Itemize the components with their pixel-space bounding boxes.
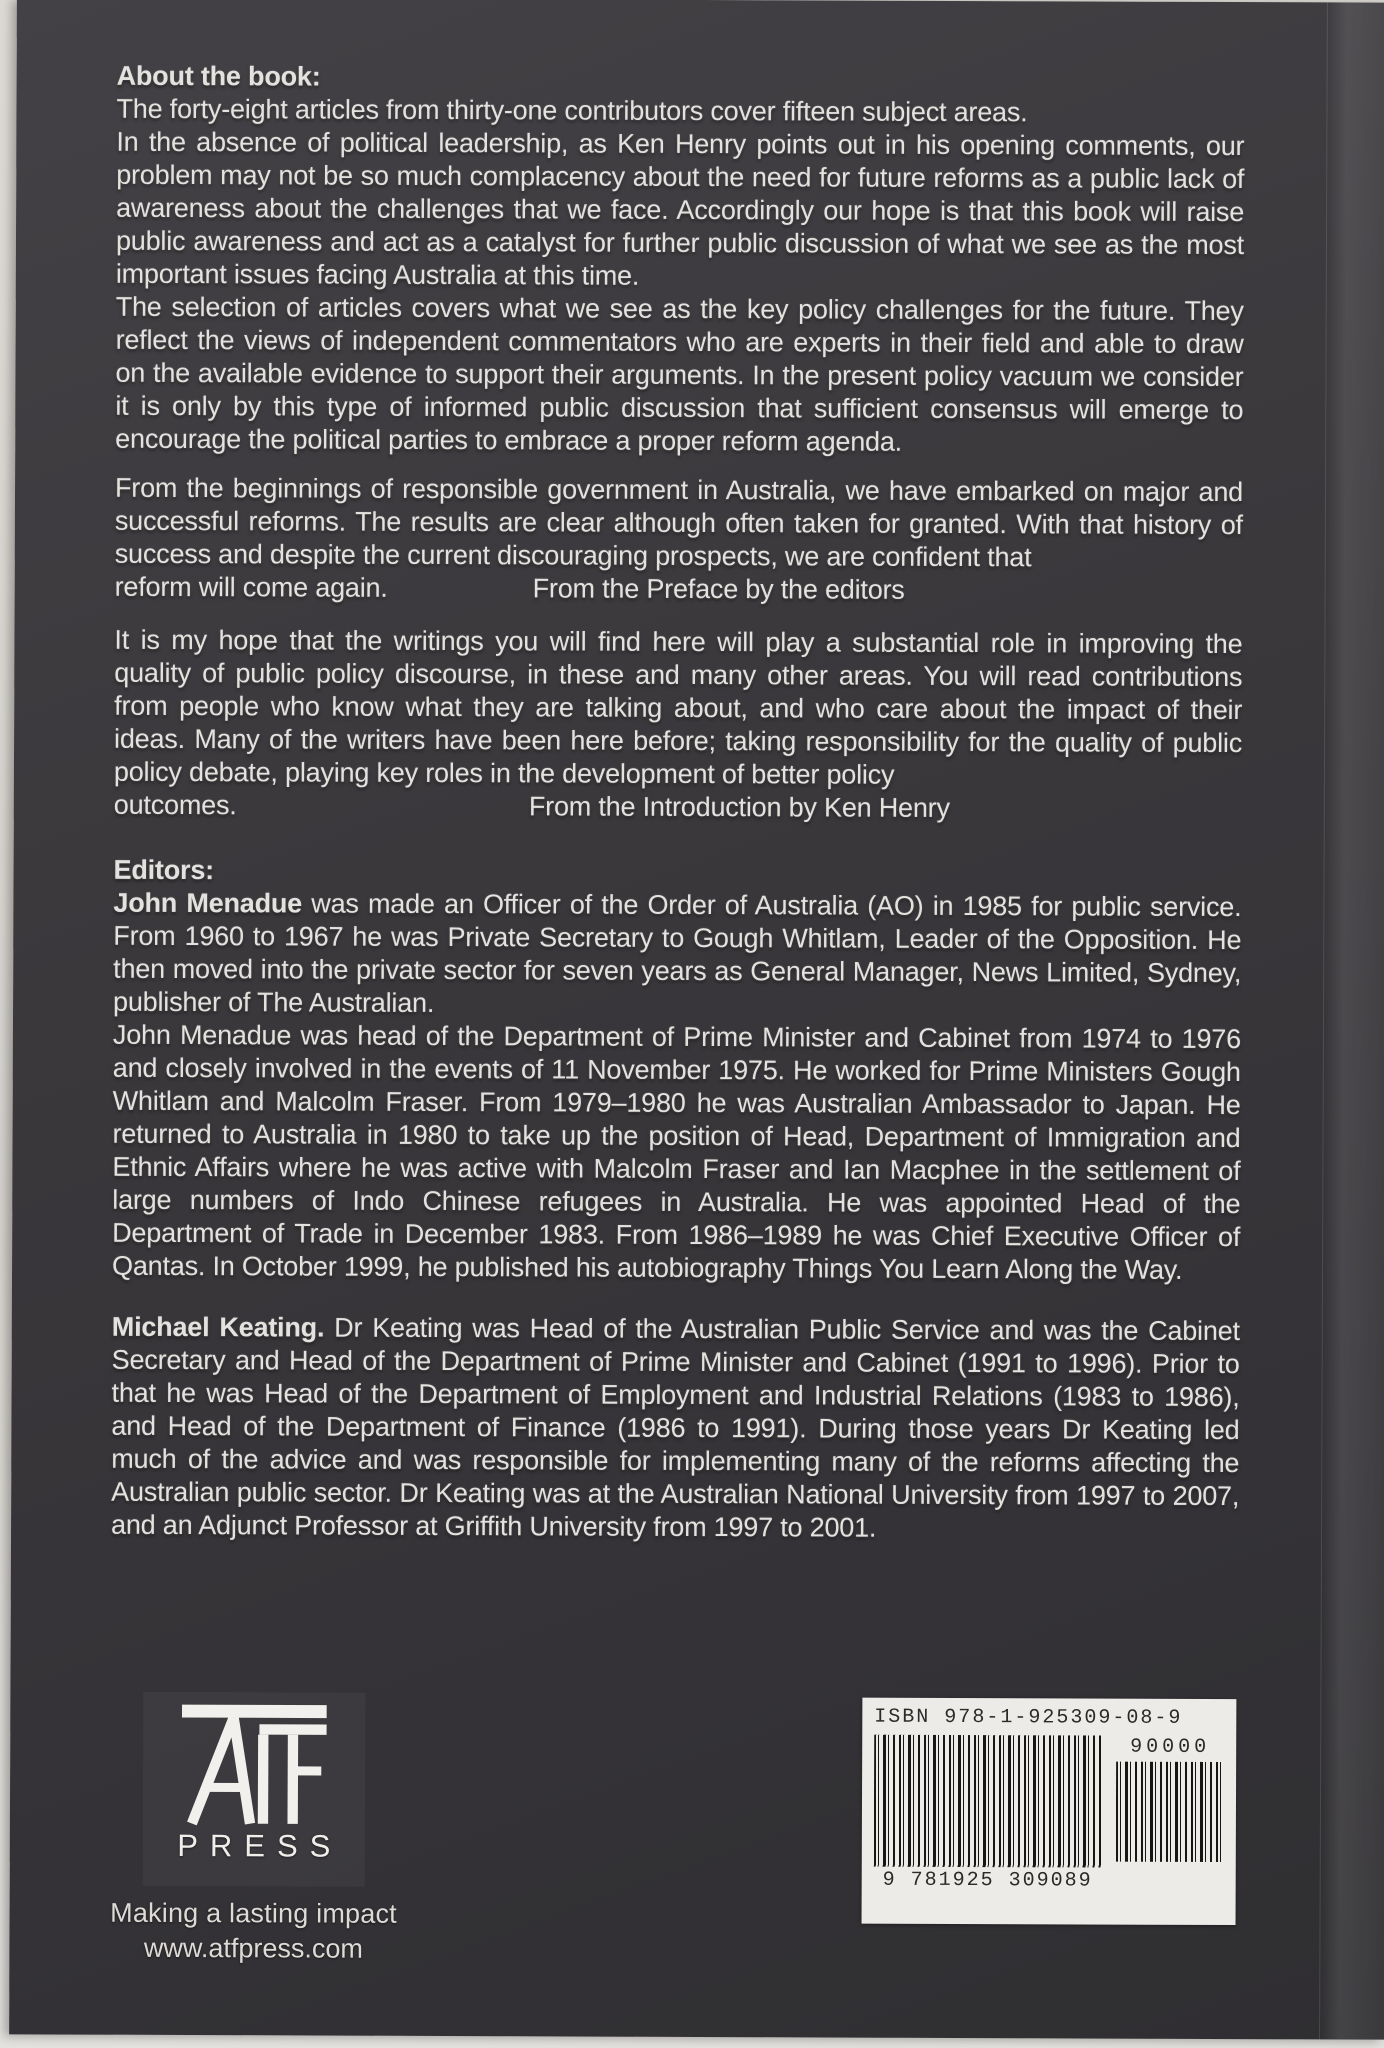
introduction-quote: [114, 624, 1243, 826]
addon-barcode-icon: [1116, 1762, 1224, 1862]
publisher-block: [95, 1692, 412, 1965]
barcode-addon-column: [1116, 1736, 1225, 1893]
introduction-tail-line: [114, 789, 1242, 826]
atf-press-logo: [143, 1692, 366, 1887]
preface-tail-line: [115, 571, 1243, 608]
editor-bio-menadue: [113, 887, 1241, 1023]
about-paragraph: The forty-eight articles from thirty-one contributors cover fifteen subject areas.: [116, 93, 1028, 128]
preface-attribution: From the Preface by the editors: [532, 573, 905, 605]
atf-logo-icon: [176, 1702, 332, 1827]
preface-paragraph: From the beginnings of responsible government in Australia, we have embarked on major and successful reforms. The results are clear although often taken for granted. With that history of success and despite the current discouraging prospects, we are confident that: [114, 472, 1244, 573]
publisher-website: www.atfpress.com: [143, 1932, 364, 1964]
preface-tail: reform will come again.: [114, 571, 388, 603]
price-code: 90000: [1130, 1735, 1211, 1759]
atf-logo-acronym: [254, 1692, 255, 1693]
about-paragraph: In the absence of political leadership, as Ken Henry points out in his opening comments, our problem may not be so much complacency about the need for future reforms as a public lack of awareness about the challenges that we face. Accordingly our hope is that this book will raise public awareness and act as a catalyst for further public discussion of what we see as the most important issues facing Australia at this time.: [115, 126, 1245, 291]
publisher-tagline: Making a lasting impact: [110, 1897, 397, 1929]
editor-name-keating: Michael Keating.: [111, 1311, 325, 1343]
introduction-tail: outcomes.: [113, 789, 237, 821]
editor-bio-keating-text: Dr Keating was Head of the Australian Public Service and was the Cabinet Secretary and Head of the Department of Prime Minister and Cabinet (1991 to 1996). Prior to that he was Head of the Department of Employment and Industrial Relations (1983 to 1986), and Head of the Department of Finance (1986 to 1991). During those years Dr Keating led much of the advice and was responsible for implementing many of the reforms affecting the Australian public sector. Dr Keating was at the Australian National University from 1997 to 2007, and an Adjunct Professor at Griffith University from 1997 to 2001.: [110, 1312, 1240, 1543]
editor-bio-keating: [111, 1311, 1240, 1546]
isbn-number: ISBN 978-1-925309-08-9: [874, 1705, 1183, 1730]
cover-text-block: [111, 60, 1245, 1546]
isbn-barcode-icon: [874, 1735, 1103, 1868]
about-heading: About the book:: [116, 60, 321, 92]
barcode-digits: 9 781925 309089: [882, 1868, 1093, 1893]
introduction-attribution: From the Introduction by Ken Henry: [528, 791, 950, 823]
atf-press-label: PRESS: [177, 1827, 343, 1864]
editors-heading: Editors:: [113, 854, 215, 886]
editor-bio-menadue-text: was made an Officer of the Order of Australia (AO) in 1985 for public service. From 1960 to 1967 he was Private Secretary to Gough Whitlam, Leader of the Opposition. He then moved into the private sector for seven years as General Manager, News Limited, Sydney, publisher of The Australian.: [113, 888, 1242, 1018]
about-paragraph: The selection of articles covers what we see as the key policy challenges for the future. They reflect the views of independent commentators who are experts in their field and able to draw on the available evidence to support their arguments. In the present policy vacuum we consider it is only by this type of informed public discussion that sufficient consensus will emerge to encourage the political parties to embrace a proper reform agenda.: [115, 291, 1244, 457]
introduction-paragraph: It is my hope that the writings you will find here will play a substantial role in improving the quality of public policy discourse, in these and many other areas. You will read contributions from people who know what they are talking about, and who care about the impact of their ideas. Many of the writers have been here before; taking responsibility for the quality of public policy debate, playing key roles in the development of better policy: [113, 624, 1243, 790]
barcode-main-column: [874, 1735, 1103, 1893]
barcode-row: [874, 1735, 1225, 1893]
book-cover: [9, 0, 1384, 2040]
preface-quote: [115, 472, 1243, 608]
editor-name-menadue: John Menadue: [113, 887, 303, 919]
editor-bio-menadue-2: John Menadue was head of the Department of Prime Minister and Cabinet from 1974 to 1976 and closely involved in the events of 11 November 1975. He worked for Prime Ministers Gough Whitlam and Malcolm Fraser. From 1979–1980 he was Australian Ambassador to Japan. He returned to Australia in 1980 to take up the position of Head, Department of Immigration and Ethnic Affairs where he was active with Malcolm Fraser and Ian Macphee in the settlement of large numbers of Indo Chinese refugees in Australia. He was appointed Head of the Department of Trade in December 1983. From 1986–1989 he was Chief Executive Officer of Qantas. In October 1999, he published his autobiography Things You Learn Along the Way.: [111, 1019, 1241, 1285]
isbn-barcode-panel: [862, 1698, 1237, 1925]
